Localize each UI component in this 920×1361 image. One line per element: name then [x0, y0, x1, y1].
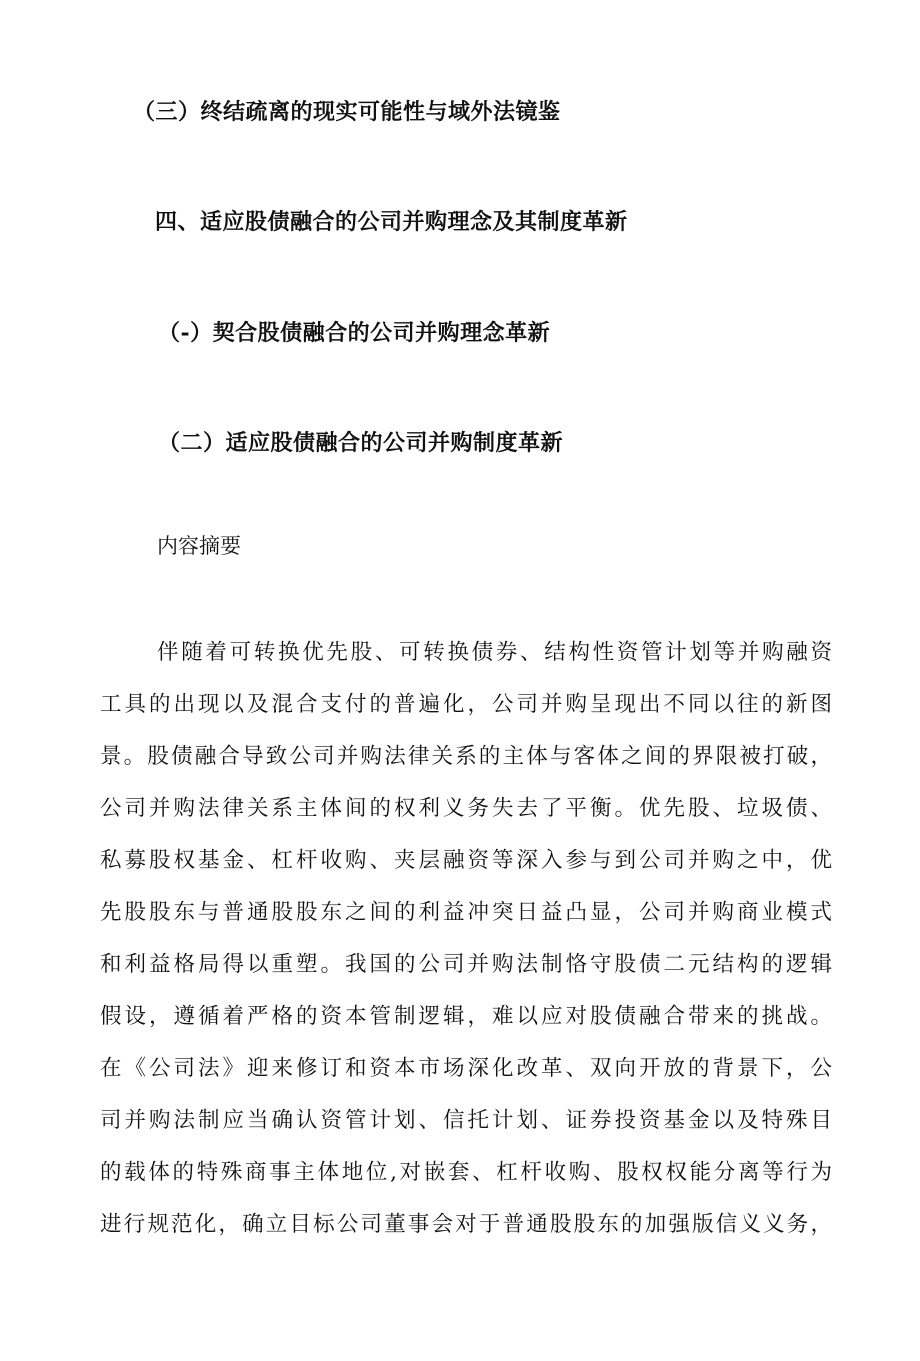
section-heading-3-3: （三）终结疏离的现实可能性与域外法镜鉴 — [133, 99, 561, 125]
abstract-paragraph — [100, 633, 832, 1257]
section-heading-4-1: （-）契合股债融合的公司并购理念革新 — [158, 320, 551, 346]
paragraph-line: 司并购法制应当确认资管计划、信托计划、证券投资基金以及特殊目 — [100, 1108, 832, 1133]
paragraph-line: 景。股债融合导致公司并购法律关系的主体与客体之间的界限被打破， — [100, 744, 832, 769]
section-heading-4: 四、适应股债融合的公司并购理念及其制度革新 — [155, 209, 628, 235]
paragraph-line: 在《公司法》迎来修订和资本市场深化改革、双向开放的背景下，公 — [100, 1056, 832, 1081]
paragraph-line: 先股股东与普通股股东之间的利益冲突日益凸显，公司并购商业模式 — [100, 900, 832, 925]
paragraph-line: 假设，遵循着严格的资本管制逻辑，难以应对股债融合带来的挑战。 — [100, 1004, 832, 1029]
paragraph-line: 进行规范化，确立目标公司董事会对于普通股股东的加强版信义义务， — [100, 1212, 832, 1237]
abstract-title: 内容摘要 — [157, 534, 241, 558]
paragraph-line: 的载体的特殊商事主体地位,对嵌套、杠杆收购、股权权能分离等行为 — [100, 1160, 832, 1185]
paragraph-line: 私募股权基金、杠杆收购、夹层融资等深入参与到公司并购之中，优 — [100, 848, 832, 873]
paragraph-line: 和利益格局得以重塑。我国的公司并购法制恪守股债二元结构的逻辑 — [100, 952, 832, 977]
paragraph-line: 伴随着可转换优先股、可转换债券、结构性资管计划等并购融资 — [157, 640, 832, 665]
paragraph-line: 工具的出现以及混合支付的普遍化，公司并购呈现出不同以往的新图 — [100, 692, 832, 717]
paragraph-line: 公司并购法律关系主体间的权利义务失去了平衡。优先股、垃圾债、 — [100, 796, 832, 821]
section-heading-4-2: （二）适应股债融合的公司并购制度革新 — [158, 430, 564, 456]
